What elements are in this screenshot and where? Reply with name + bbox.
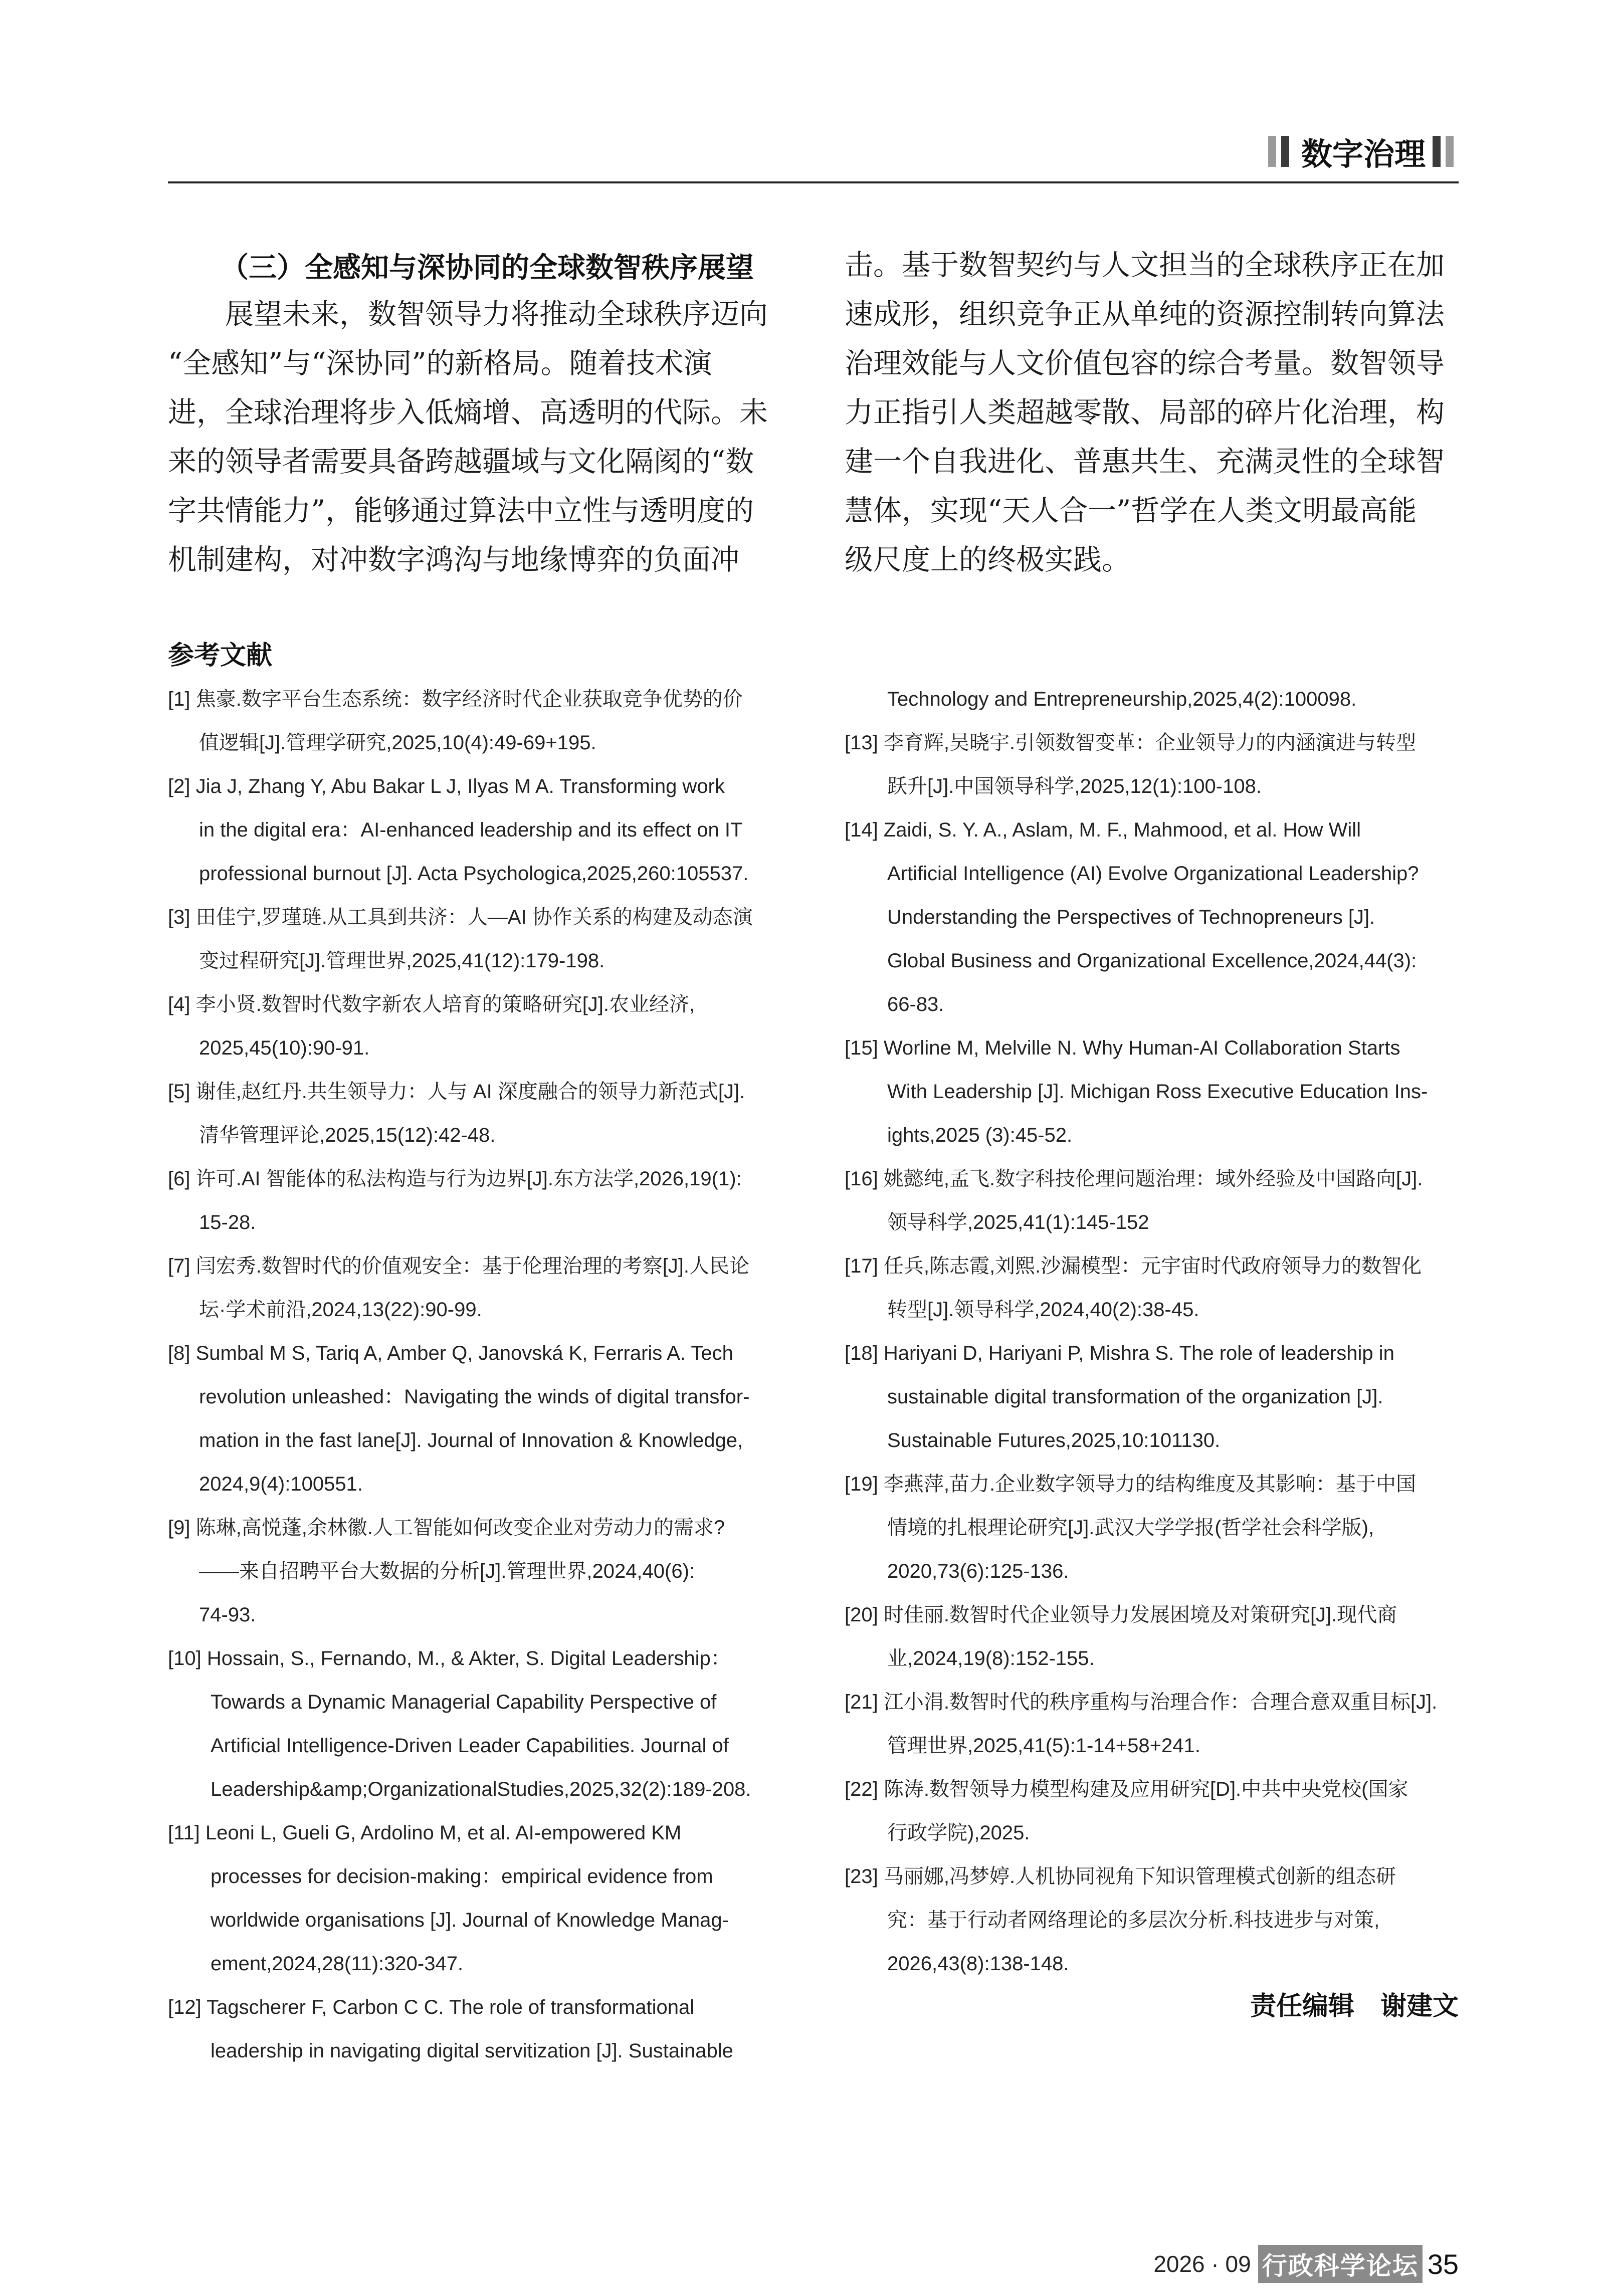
body-text-line: 字共情能力”，能够通过算法中立性与透明度的 bbox=[168, 494, 754, 527]
header-decor-bar bbox=[1281, 136, 1289, 167]
reference-line: ights,2025 (3):45-52. bbox=[887, 1124, 1073, 1146]
reference-line: 管理世界,2025,41(5):1-14+58+241. bbox=[887, 1735, 1200, 1757]
reference-line: [10] Hossain, S., Fernando, M., & Akter, S. Digital Leadership： bbox=[168, 1647, 731, 1669]
reference-line: 66-83. bbox=[887, 993, 944, 1015]
issue-number: 2026 · 09 bbox=[1153, 2251, 1251, 2277]
references-left-column bbox=[168, 678, 782, 2073]
reference-line: [8] Sumbal M S, Tariq A, Amber Q, Janovská K, Ferraris A. Tech bbox=[168, 1342, 733, 1364]
reference-line: [20] 时佳丽.数智时代企业领导力发展困境及对策研究[J].现代商 bbox=[845, 1604, 1397, 1626]
reference-line: 业,2024,19(8):152-155. bbox=[887, 1647, 1095, 1669]
reference-line: 2026,43(8):138-148. bbox=[887, 1953, 1069, 1975]
reference-line: 2025,45(10):90-91. bbox=[199, 1037, 370, 1059]
body-text-line: 建一个自我进化、普惠共生、充满灵性的全球智 bbox=[845, 445, 1445, 478]
reference-line: [4] 李小贤.数智时代数字新农人培育的策略研究[J].农业经济, bbox=[168, 993, 695, 1015]
reference-line: 74-93. bbox=[199, 1604, 256, 1626]
body-text-right bbox=[845, 241, 1459, 584]
header-decor-bar bbox=[1446, 136, 1454, 167]
body-text-line: 来的领导者需要具备跨越疆域与文化隔阂的“数 bbox=[168, 445, 754, 478]
reference-line: [7] 闫宏秀.数智时代的价值观安全：基于伦理治理的考察[J].人民论 bbox=[168, 1255, 750, 1277]
reference-line: Global Business and Organizational Excellence,2024,44(3): bbox=[887, 950, 1417, 972]
body-text-line: “全感知”与“深协同”的新格局。随着技术演 bbox=[168, 347, 712, 380]
responsible-editor: 责任编辑 谢建文 bbox=[1250, 1991, 1459, 2021]
reference-line: [19] 李燕萍,苗力.企业数字领导力的结构维度及其影响：基于中国 bbox=[845, 1473, 1417, 1495]
reference-line: [23] 马丽娜,冯梦婷.人机协同视角下知识管理模式创新的组态研 bbox=[845, 1865, 1396, 1888]
reference-line: Artificial Intelligence-Driven Leader Capabilities. Journal of bbox=[211, 1735, 729, 1757]
reference-line: [2] Jia J, Zhang Y, Abu Bakar L J, Ilyas M A. Transforming work bbox=[168, 775, 725, 797]
reference-line: 清华管理评论,2025,15(12):42-48. bbox=[199, 1124, 496, 1146]
reference-line: in the digital era：AI-enhanced leadership and its effect on IT bbox=[199, 819, 743, 841]
reference-line: [15] Worline M, Melville N. Why Human-AI Collaboration Starts bbox=[845, 1037, 1400, 1059]
body-text-line: 治理效能与人文价值包容的综合考量。数智领导 bbox=[845, 347, 1445, 380]
reference-line: mation in the fast lane[J]. Journal of Innovation & Knowledge, bbox=[199, 1429, 743, 1451]
references-right-column bbox=[845, 678, 1459, 1986]
body-text-line: 力正指引人类超越零散、局部的碎片化治理，构 bbox=[845, 396, 1445, 429]
reference-line: leadership in navigating digital servitization [J]. Sustainable bbox=[211, 2040, 733, 2062]
reference-line: Understanding the Perspectives of Technopreneurs [J]. bbox=[887, 906, 1375, 928]
body-text-line: 级尺度上的终极实践。 bbox=[845, 543, 1130, 576]
header-rule bbox=[168, 181, 1459, 183]
reference-line: 领导科学,2025,41(1):145-152 bbox=[887, 1211, 1149, 1233]
header-decor-bar bbox=[1433, 136, 1441, 167]
reference-line: professional burnout [J]. Acta Psychologica,2025,260:105537. bbox=[199, 863, 749, 885]
reference-line: [21] 江小涓.数智时代的秩序重构与治理合作：合理合意双重目标[J]. bbox=[845, 1691, 1438, 1713]
reference-line: [3] 田佳宁,罗瑾琏.从工具到共济：人—AI 协作关系的构建及动态演 bbox=[168, 906, 753, 928]
reference-line: [9] 陈琳,高悦蓬,余林徽.人工智能如何改变企业对劳动力的需求? bbox=[168, 1517, 725, 1539]
reference-line: 行政学院),2025. bbox=[887, 1822, 1030, 1844]
reference-line: 2024,9(4):100551. bbox=[199, 1473, 363, 1495]
page-footer bbox=[1153, 2246, 1459, 2281]
subsection-heading: （三）全感知与深协同的全球数智秩序展望 bbox=[221, 252, 754, 284]
running-header bbox=[1268, 131, 1459, 171]
reference-line: Sustainable Futures,2025,10:101130. bbox=[887, 1429, 1221, 1451]
section-title: 数字治理 bbox=[1294, 129, 1433, 174]
page-number: 35 bbox=[1427, 2248, 1459, 2280]
body-text-line: 击。基于数智契约与人文担当的全球秩序正在加 bbox=[845, 249, 1445, 282]
reference-line: 转型[J].领导科学,2024,40(2):38-45. bbox=[887, 1299, 1199, 1321]
reference-line: ——来自招聘平台大数据的分析[J].管理世界,2024,40(6): bbox=[199, 1560, 695, 1582]
reference-line: revolution unleashed：Navigating the winds of digital transfor- bbox=[199, 1386, 750, 1408]
body-text-line: 速成形，组织竞争正从单纯的资源控制转向算法 bbox=[845, 298, 1445, 331]
reference-line: Artificial Intelligence (AI) Evolve Organizational Leadership? bbox=[887, 863, 1419, 885]
reference-line: [12] Tagscherer F, Carbon C C. The role of transformational bbox=[168, 1996, 695, 2018]
reference-line: [17] 任兵,陈志霞,刘熙.沙漏模型：元宇宙时代政府领导力的数智化 bbox=[845, 1255, 1422, 1277]
reference-line: 坛·学术前沿,2024,13(22):90-99. bbox=[199, 1299, 482, 1321]
header-decor-bar bbox=[1268, 136, 1276, 167]
reference-line: With Leadership [J]. Michigan Ross Executive Education Ins- bbox=[887, 1081, 1428, 1103]
reference-line: [5] 谢佳,赵红丹.共生领导力：人与 AI 深度融合的领导力新范式[J]. bbox=[168, 1081, 745, 1103]
body-text-left bbox=[168, 290, 782, 584]
reference-line: Leadership&amp;OrganizationalStudies,2025,32(2):189-208. bbox=[211, 1778, 751, 1800]
reference-line: 15-28. bbox=[199, 1211, 256, 1233]
reference-line: 究：基于行动者网络理论的多层次分析.科技进步与对策, bbox=[887, 1909, 1380, 1931]
journal-name: 行政科学论坛 bbox=[1258, 2245, 1423, 2283]
body-text-line: 展望未来，数智领导力将推动全球秩序迈向 bbox=[168, 298, 768, 331]
reference-line: processes for decision-making：empirical evidence from bbox=[211, 1865, 713, 1888]
reference-line: [16] 姚懿纯,孟飞.数字科技伦理问题治理：域外经验及中国路向[J]. bbox=[845, 1168, 1423, 1190]
reference-line: [14] Zaidi, S. Y. A., Aslam, M. F., Mahmood, et al. How Will bbox=[845, 819, 1361, 841]
reference-line: [11] Leoni L, Gueli G, Ardolino M, et al. AI-empowered KM bbox=[168, 1822, 682, 1844]
reference-line: 2020,73(6):125-136. bbox=[887, 1560, 1069, 1582]
reference-line: 跃升[J].中国领导科学,2025,12(1):100-108. bbox=[887, 775, 1262, 797]
reference-line: Towards a Dynamic Managerial Capability Perspective of bbox=[211, 1691, 717, 1713]
reference-line: ement,2024,28(11):320-347. bbox=[211, 1953, 464, 1975]
body-text-line: 进，全球治理将步入低熵增、高透明的代际。未 bbox=[168, 396, 768, 429]
body-text-line: 机制建构，对冲数字鸿沟与地缘博弈的负面冲 bbox=[168, 543, 739, 576]
reference-line: sustainable digital transformation of the organization [J]. bbox=[887, 1386, 1383, 1408]
references-heading: 参考文献 bbox=[168, 641, 273, 671]
reference-line: [18] Hariyani D, Hariyani P, Mishra S. The role of leadership in bbox=[845, 1342, 1394, 1364]
reference-line: 值逻辑[J].管理学研究,2025,10(4):49-69+195. bbox=[199, 732, 596, 754]
reference-line: worldwide organisations [J]. Journal of Knowledge Manag- bbox=[211, 1909, 729, 1931]
reference-line: [1] 焦豪.数字平台生态系统：数字经济时代企业获取竞争优势的价 bbox=[168, 688, 743, 710]
reference-line: [6] 许可.AI 智能体的私法构造与行为边界[J].东方法学,2026,19(1): bbox=[168, 1168, 742, 1190]
body-text-line: 慧体，实现“天人合一”哲学在人类文明最高能 bbox=[845, 494, 1417, 527]
reference-line: 变过程研究[J].管理世界,2025,41(12):179-198. bbox=[199, 950, 605, 972]
reference-line: [22] 陈涛.数智领导力模型构建及应用研究[D].中共中央党校(国家 bbox=[845, 1778, 1408, 1800]
reference-line: Technology and Entrepreneurship,2025,4(2):100098. bbox=[887, 688, 1357, 710]
reference-line: 情境的扎根理论研究[J].武汉大学学报(哲学社会科学版), bbox=[887, 1517, 1374, 1539]
reference-line: [13] 李育辉,吴晓宇.引领数智变革：企业领导力的内涵演进与转型 bbox=[845, 732, 1417, 754]
